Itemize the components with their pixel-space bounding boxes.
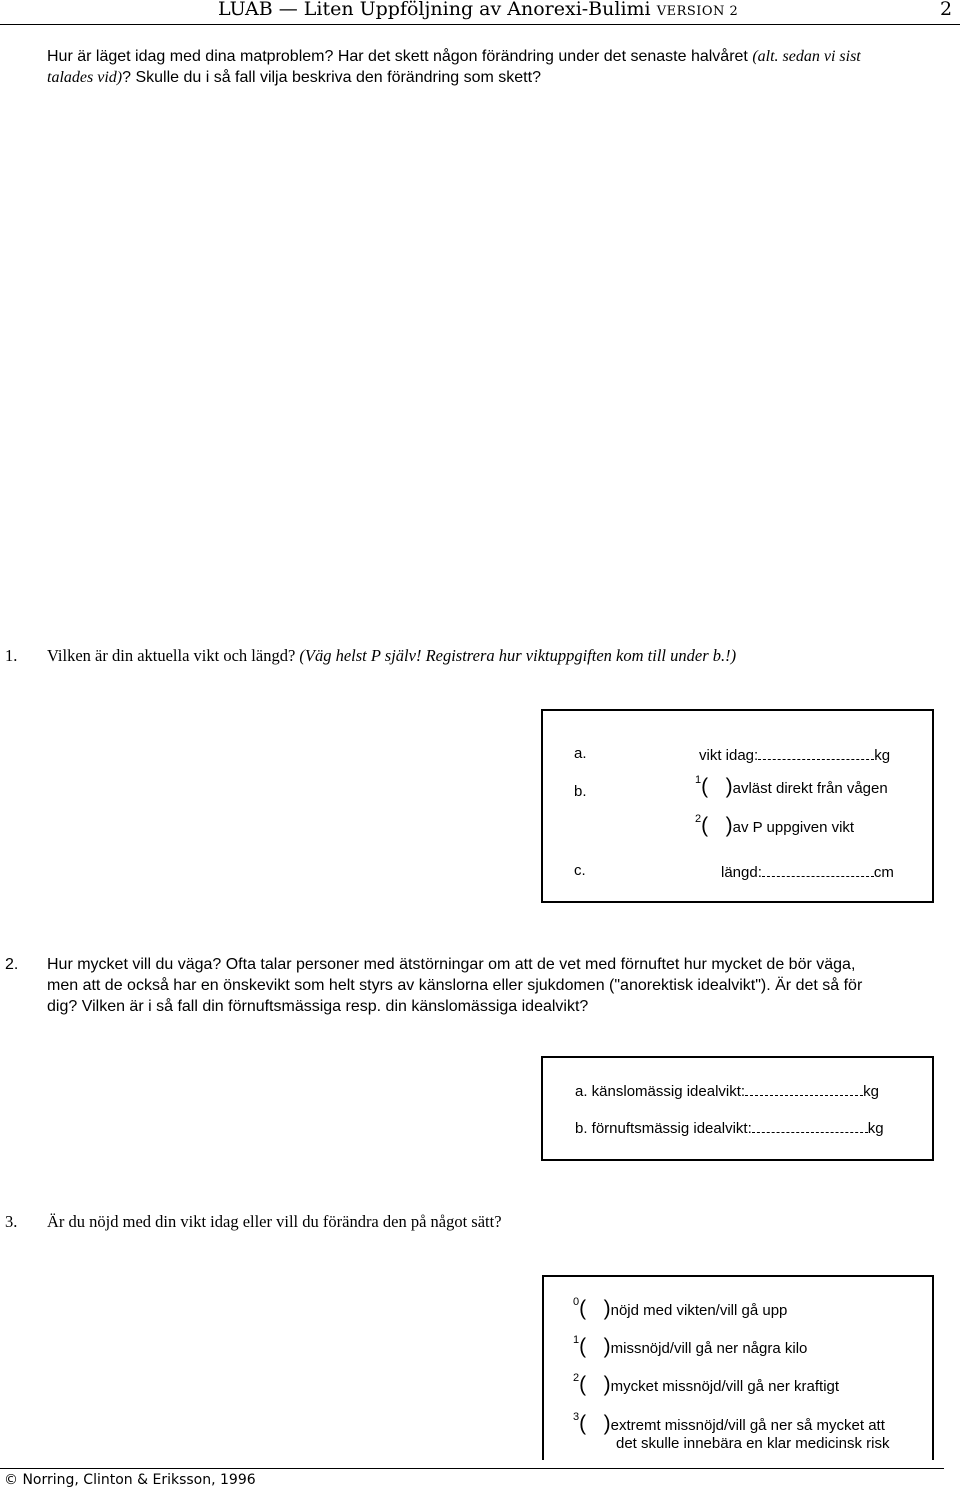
page-header-title xyxy=(218,0,738,20)
q3-option-0-text: nöjd med vikten/vill gå upp xyxy=(610,1302,788,1319)
q3-option-2-number: 2 xyxy=(573,1372,580,1384)
intro-line1-italic: (alt. sedan vi sist xyxy=(752,48,861,65)
q1-weight-field[interactable] xyxy=(758,745,874,760)
intro-line2-italic: talades vid) xyxy=(47,69,123,86)
q3-option-1[interactable] xyxy=(573,1336,807,1357)
q3-option-3-text: extremt missnöjd/vill gå ner så mycket att xyxy=(610,1417,885,1434)
q3-option-2-checkbox[interactable]: ( ) xyxy=(579,1373,611,1396)
q3-option-3-checkbox[interactable]: ( ) xyxy=(579,1412,611,1435)
q1-number: 1. xyxy=(5,646,18,665)
q2-emotional-field[interactable] xyxy=(745,1081,863,1096)
q1-height-unit: cm xyxy=(873,864,894,881)
q3-question: Är du nöjd med din vikt idag eller vill du förändra den på något sätt? xyxy=(47,1212,502,1231)
footer-rule xyxy=(0,1468,944,1469)
q2-line1: Hur mycket vill du väga? Ofta talar personer med ätstörningar om att de vet med förnuftet hur mycket de bör väga, xyxy=(47,956,856,973)
q2-emotional-row xyxy=(575,1081,879,1100)
q1-b-label: b. xyxy=(574,783,587,800)
q1-height-row xyxy=(721,862,894,881)
q1-b-option-2-number: 2 xyxy=(695,813,702,825)
header-version: VERSION 2 xyxy=(656,4,739,19)
q3-option-0-checkbox[interactable]: ( ) xyxy=(579,1297,611,1320)
q2-rational-unit: kg xyxy=(867,1120,884,1137)
q1-text: Vilken är din aktuella vikt och längd? xyxy=(47,646,296,665)
q3-option-3-number: 3 xyxy=(573,1411,580,1423)
q1-b-option-1-number: 1 xyxy=(695,774,702,786)
q2-question xyxy=(47,954,862,1017)
q1-c-label: c. xyxy=(574,862,586,879)
intro-line2-text: ? Skulle du i så fall vilja beskriva den förändring som skett? xyxy=(122,69,541,86)
q1-b-option-1-checkbox[interactable]: ( ) xyxy=(701,775,733,798)
q1-question xyxy=(47,645,736,666)
footer-copyright: © Norring, Clinton & Eriksson, 1996 xyxy=(4,1472,256,1488)
intro-line1-text: Hur är läget idag med dina matproblem? Har det skett någon förändring under det senaste halvåret xyxy=(47,48,753,65)
q2-emotional-unit: kg xyxy=(863,1083,879,1100)
q2-answer-box xyxy=(541,1056,934,1161)
q3-option-1-checkbox[interactable]: ( ) xyxy=(579,1335,611,1358)
q3-option-3-text-line2: det skulle innebära en klar medicinsk risk xyxy=(616,1435,890,1452)
header-rule xyxy=(0,24,960,25)
q3-option-1-text: missnöjd/vill gå ner några kilo xyxy=(610,1340,808,1357)
intro-question xyxy=(47,46,947,88)
q2-rational-row xyxy=(575,1118,884,1137)
q3-option-1-number: 1 xyxy=(573,1334,580,1346)
header-title-text: LUAB — Liten Uppföljning av Anorexi-Bulimi xyxy=(218,0,651,20)
q1-b-option-2-text: av P uppgiven vikt xyxy=(732,819,855,836)
page-number: 2 xyxy=(940,0,953,20)
q2-line2: men att de också har en önskevikt som helt styrs av känslorna eller sjukdomen ("anorektisk idealvikt"). Är det så för xyxy=(47,977,863,994)
q1-a-label: a. xyxy=(574,745,587,762)
q1-height-field[interactable] xyxy=(762,862,874,877)
q1-b-option-1-text: avläst direkt från vågen xyxy=(732,780,888,797)
q1-weight-label: vikt idag: xyxy=(699,747,759,764)
q1-hint: (Väg helst P själv! Registrera hur viktuppgiften kom till under b.!) xyxy=(299,646,737,665)
q1-weight-unit: kg xyxy=(874,747,891,764)
q3-option-0[interactable] xyxy=(573,1298,787,1319)
q1-height-label: längd: xyxy=(721,864,762,881)
q2-rational-field[interactable] xyxy=(752,1118,868,1133)
q3-option-3[interactable] xyxy=(573,1413,885,1434)
q1-b-option-2-checkbox[interactable]: ( ) xyxy=(701,814,733,837)
q3-option-2[interactable] xyxy=(573,1374,839,1395)
q1-b-option-1[interactable] xyxy=(695,776,888,797)
q2-number: 2. xyxy=(5,956,19,973)
q1-weight-row xyxy=(699,745,890,764)
q3-option-0-number: 0 xyxy=(573,1296,580,1308)
q1-b-option-2[interactable] xyxy=(695,815,854,836)
q2-emotional-label: a. känslomässig idealvikt: xyxy=(575,1083,746,1100)
q3-option-2-text: mycket missnöjd/vill gå ner kraftigt xyxy=(610,1378,840,1395)
q2-line3: dig? Vilken är i så fall din förnuftsmässiga resp. din känslomässiga idealvikt? xyxy=(47,998,589,1015)
q3-number: 3. xyxy=(5,1212,18,1231)
q2-rational-label: b. förnuftsmässig idealvikt: xyxy=(575,1120,752,1137)
